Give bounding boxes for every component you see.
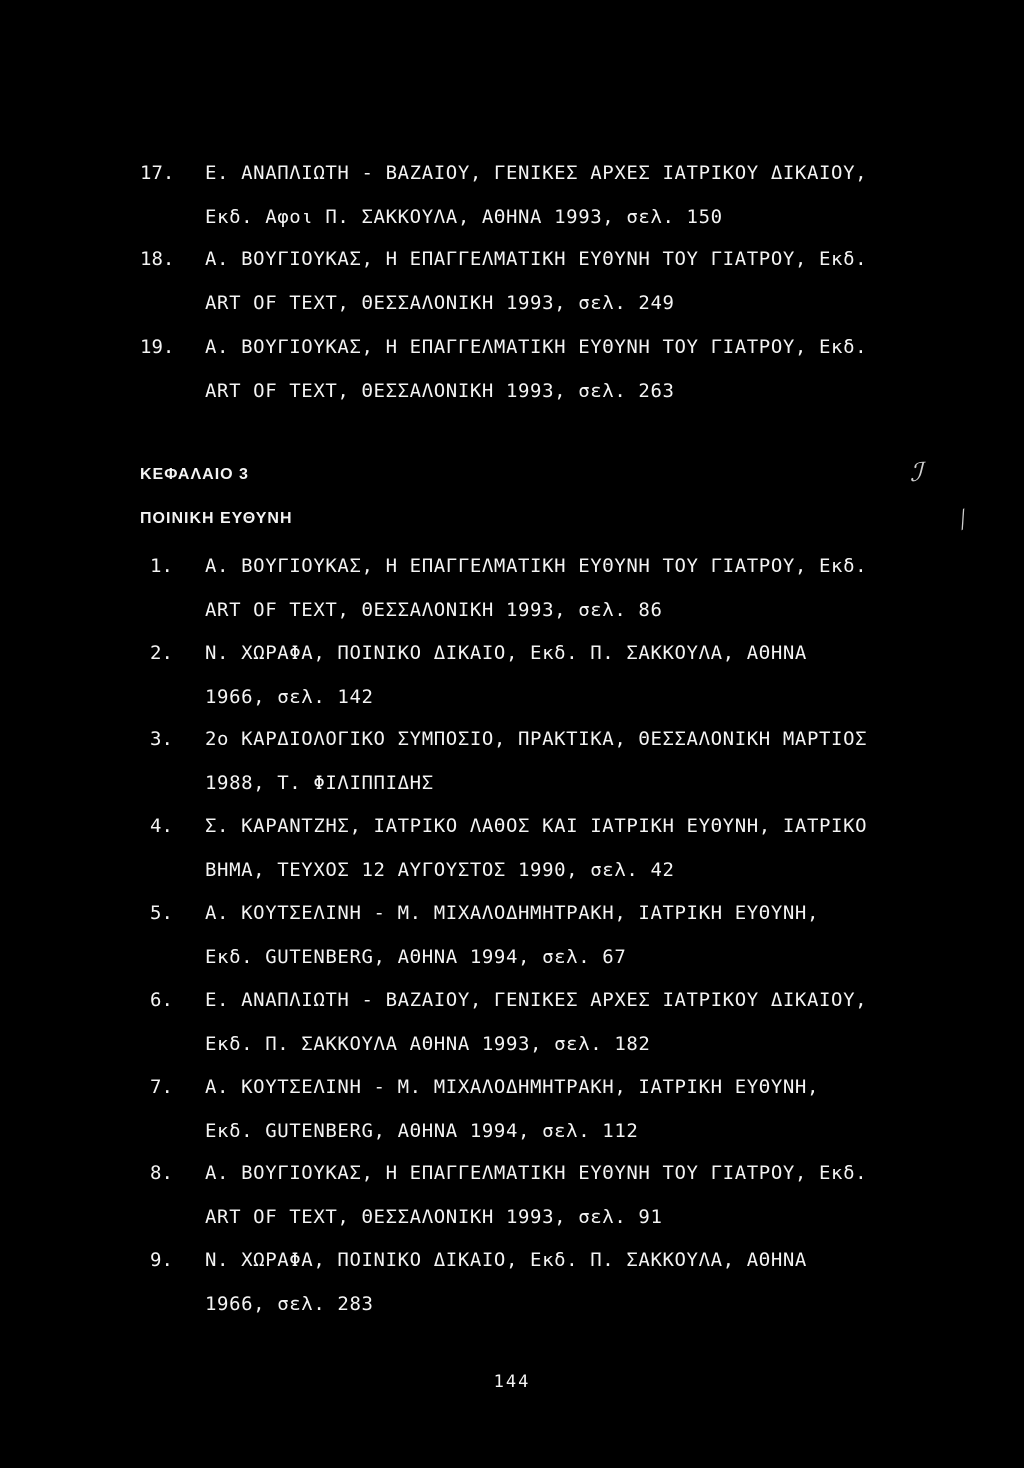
ref-text-line2: Εκδ. Π. ΣΑΚΚΟΥΛΑ ΑΘΗΝΑ 1993, σελ. 182 [205, 1033, 651, 1055]
ref-number: 1. [150, 555, 173, 577]
ref-text-line1: Ε. ΑΝΑΠΛΙΩΤΗ - ΒΑΖΑΙΟΥ, ΓΕΝΙΚΕΣ ΑΡΧΕΣ ΙΑΤΡΙΚΟΥ ΔΙΚΑΙΟΥ, [205, 989, 868, 1011]
ref-number: 2. [150, 642, 173, 664]
ref-text-line1: Α. ΒΟΥΓΙΟΥΚΑΣ, Η ΕΠΑΓΓΕΛΜΑΤΙΚΗ ΕΥΘΥΝΗ ΤΟΥ ΓΙΑΤΡΟΥ, Εκδ. [205, 336, 868, 358]
ref-number: 7. [150, 1076, 173, 1098]
ref-number: 3. [150, 728, 173, 750]
ref-text-line1: Ν. ΧΩΡΑΦΑ, ΠΟΙΝΙΚΟ ΔΙΚΑΙΟ, Εκδ. Π. ΣΑΚΚΟΥΛΑ, ΑΘΗΝΑ [205, 642, 807, 664]
ref-text-line2: Εκδ. Αφοι Π. ΣΑΚΚΟΥΛΑ, ΑΘΗΝΑ 1993, σελ. 150 [205, 206, 723, 228]
pen-mark: ⁄ [955, 509, 973, 532]
ref-text-line2: 1966, σελ. 142 [205, 686, 374, 708]
ref-text-line1: Ε. ΑΝΑΠΛΙΩΤΗ - ΒΑΖΑΙΟΥ, ΓΕΝΙΚΕΣ ΑΡΧΕΣ ΙΑΤΡΙΚΟΥ ΔΙΚΑΙΟΥ, [205, 162, 868, 184]
ref-number: 17. [140, 162, 175, 184]
ref-number: 18. [140, 248, 175, 270]
ref-text-line2: 1988, Τ. ΦΙΛΙΠΠΙΔΗΣ [205, 772, 434, 794]
ref-number: 9. [150, 1249, 173, 1271]
ref-text-line1: Ν. ΧΩΡΑΦΑ, ΠΟΙΝΙΚΟ ΔΙΚΑΙΟ, Εκδ. Π. ΣΑΚΚΟΥΛΑ, ΑΘΗΝΑ [205, 1249, 807, 1271]
ref-text-line1: Σ. ΚΑΡΑΝΤΖΗΣ, ΙΑΤΡΙΚΟ ΛΑΘΟΣ ΚΑΙ ΙΑΤΡΙΚΗ ΕΥΘΥΝΗ, ΙΑΤΡΙΚΟ [205, 815, 868, 837]
ref-text-line2: Εκδ. GUTENBERG, ΑΘΗΝΑ 1994, σελ. 112 [205, 1120, 639, 1142]
ref-number: 6. [150, 989, 173, 1011]
ref-text-line1: 2ο ΚΑΡΔΙΟΛΟΓΙΚΟ ΣΥΜΠΟΣΙΟ, ΠΡΑΚΤΙΚΑ, ΘΕΣΣΑΛΟΝΙΚΗ ΜΑΡΤΙΟΣ [205, 728, 868, 750]
ref-number: 4. [150, 815, 173, 837]
ref-number: 8. [150, 1162, 173, 1184]
ref-text-line2: ART OF TEXT, ΘΕΣΣΑΛΟΝΙΚΗ 1993, σελ. 91 [205, 1206, 663, 1228]
pen-mark: ℐ [910, 458, 923, 488]
ref-number: 19. [140, 336, 175, 358]
ref-number: 5. [150, 902, 173, 924]
chapter-subtitle: ΠΟΙΝΙΚΗ ΕΥΘΥΝΗ [140, 510, 293, 527]
ref-text-line1: Α. ΚΟΥΤΣΕΛΙΝΗ - Μ. ΜΙΧΑΛΟΔΗΜΗΤΡΑΚΗ, ΙΑΤΡΙΚΗ ΕΥΘΥΝΗ, [205, 902, 819, 924]
ref-text-line1: Α. ΒΟΥΓΙΟΥΚΑΣ, Η ΕΠΑΓΓΕΛΜΑΤΙΚΗ ΕΥΘΥΝΗ ΤΟΥ ΓΙΑΤΡΟΥ, Εκδ. [205, 1162, 868, 1184]
ref-text-line2: ART OF TEXT, ΘΕΣΣΑΛΟΝΙΚΗ 1993, σελ. 249 [205, 292, 675, 314]
ref-text-line2: ART OF TEXT, ΘΕΣΣΑΛΟΝΙΚΗ 1993, σελ. 86 [205, 599, 663, 621]
ref-text-line2: ART OF TEXT, ΘΕΣΣΑΛΟΝΙΚΗ 1993, σελ. 263 [205, 380, 675, 402]
ref-text-line2: ΒΗΜΑ, ΤΕΥΧΟΣ 12 ΑΥΓΟΥΣΤΟΣ 1990, σελ. 42 [205, 859, 675, 881]
page-number: 144 [493, 1372, 531, 1392]
ref-text-line2: Εκδ. GUTENBERG, ΑΘΗΝΑ 1994, σελ. 67 [205, 946, 627, 968]
chapter-title: ΚΕΦΑΛΑΙΟ 3 [140, 466, 249, 483]
ref-text-line2: 1966, σελ. 283 [205, 1293, 374, 1315]
ref-text-line1: Α. ΚΟΥΤΣΕΛΙΝΗ - Μ. ΜΙΧΑΛΟΔΗΜΗΤΡΑΚΗ, ΙΑΤΡΙΚΗ ΕΥΘΥΝΗ, [205, 1076, 819, 1098]
ref-text-line1: Α. ΒΟΥΓΙΟΥΚΑΣ, Η ΕΠΑΓΓΕΛΜΑΤΙΚΗ ΕΥΘΥΝΗ ΤΟΥ ΓΙΑΤΡΟΥ, Εκδ. [205, 555, 868, 577]
ref-text-line1: Α. ΒΟΥΓΙΟΥΚΑΣ, Η ΕΠΑΓΓΕΛΜΑΤΙΚΗ ΕΥΘΥΝΗ ΤΟΥ ΓΙΑΤΡΟΥ, Εκδ. [205, 248, 868, 270]
